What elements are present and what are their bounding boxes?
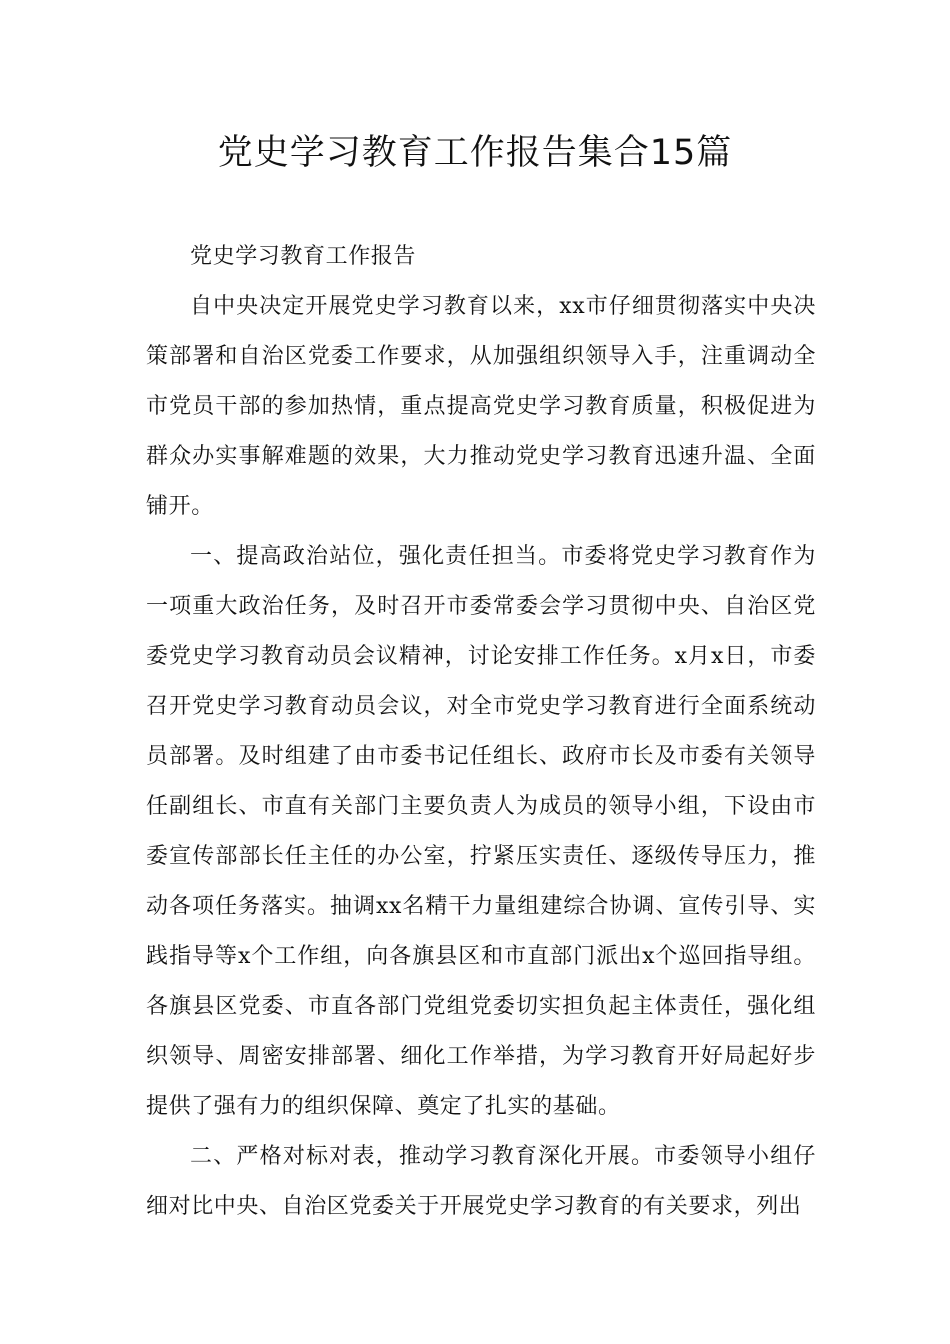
document-body [146,232,816,1232]
document-title: 党史学习教育工作报告集合15篇 [217,133,733,173]
intro-paragraph: 自中央决定开展党史学习教育以来，xx市仔细贯彻落实中央决策部署和自治区党委工作要求，从加强组织领导入手，注重调动全市党员干部的参加热情，重点提高党史学习教育质量，积极促进为群众办实事解难题的效果，大力推动党史学习教育迅速升温、全面铺开。 [146,294,816,519]
section-one-paragraph: 一、提高政治站位，强化责任担当。市委将党史学习教育作为一项重大政治任务，及时召开市委常委会学习贯彻中央、自治区党委党史学习教育动员会议精神，讨论安排工作任务。x月x日，市委召开党史学习教育动员会议，对全市党史学习教育进行全面系统动员部署。及时组建了由市委书记任组长、政府市长及市委有关领导任副组长、市直有关部门主要负责人为成员的领导小组，下设由市委宣传部部长任主任的办公室，拧紧压实责任、逐级传导压力，推动各项任务落实。抽调xx名精干力量组建综合协调、宣传引导、实践指导等x个工作组，向各旗县区和市直部门派出x个巡回指导组。各旗县区党委、市直各部门党组党委切实担负起主体责任，强化组织领导、周密安排部署、细化工作举措，为学习教育开好局起好步提供了强有力的组织保障、奠定了扎实的基础。 [146,544,816,1119]
report-subtitle: 党史学习教育工作报告 [190,244,417,269]
section-two-paragraph: 二、严格对标对表，推动学习教育深化开展。市委领导小组仔细对比中央、自治区党委关于开展党史学习教育的有关要求，列出 [146,1144,816,1219]
